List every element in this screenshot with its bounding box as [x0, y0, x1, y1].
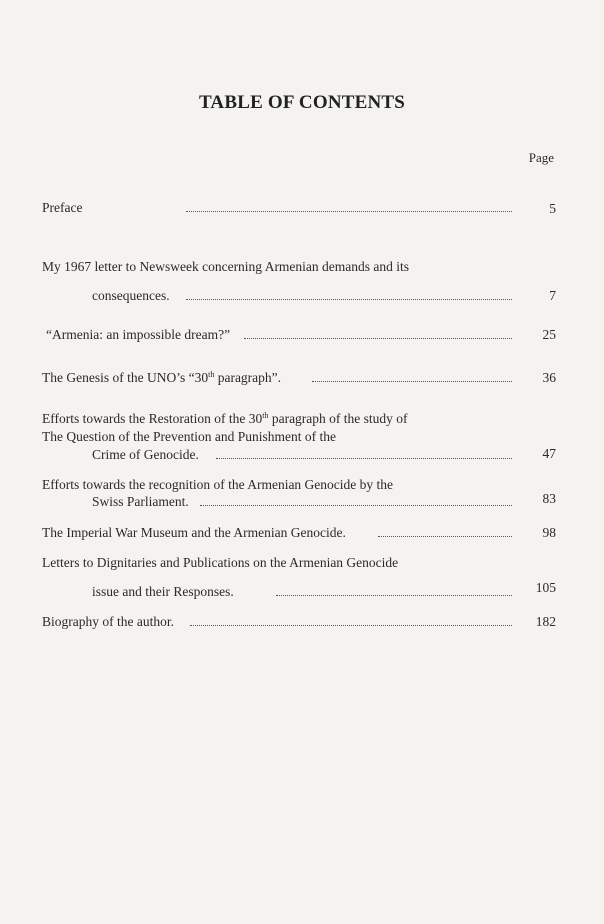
superscript: th — [262, 411, 269, 420]
leader-dots — [190, 615, 512, 626]
page-title: TABLE OF CONTENTS — [198, 92, 406, 113]
toc-entry-restoration-line3: Crime of Genocide. — [92, 447, 199, 462]
leader-dots — [200, 495, 512, 506]
toc-entry-newsweek-line1: My 1967 letter to Newsweek concerning Armenian demands and its — [42, 259, 410, 274]
leader-dots — [216, 448, 512, 459]
leader-dots — [312, 371, 512, 382]
toc-entry-imperial-war-museum: The Imperial War Museum and the Armenian Genocide. — [42, 525, 346, 540]
leader-dots — [378, 526, 512, 537]
page-number: 36 — [542, 370, 556, 385]
leader-dots — [244, 328, 512, 339]
toc-entry-biography: Biography of the author. — [42, 614, 174, 629]
toc-entry-armenia-dream: “Armenia: an impossible dream?” — [46, 327, 231, 342]
toc-entry-swiss-line2: Swiss Parliament. — [92, 494, 189, 509]
toc-entry-swiss-line1: Efforts towards the recognition of the Armenian Genocide by the — [42, 477, 394, 492]
page-number: 105 — [535, 580, 556, 595]
toc-entry-preface: Preface — [42, 200, 83, 215]
page-number: 47 — [542, 446, 556, 461]
superscript: th — [208, 370, 215, 379]
entry-text: paragraph”. — [214, 370, 282, 385]
page-number: 5 — [549, 201, 556, 216]
page-column-header: Page — [528, 150, 554, 165]
page-number: 182 — [535, 614, 556, 629]
toc-entry-letters-line2: issue and their Responses. — [92, 584, 234, 599]
page-number: 83 — [542, 491, 556, 506]
leader-dots — [276, 585, 512, 596]
leader-dots — [186, 201, 512, 212]
page-number: 98 — [542, 525, 556, 540]
entry-text: Efforts towards the Restoration of the 30 — [42, 411, 263, 426]
toc-entry-restoration-line1 — [42, 411, 408, 427]
entry-text: The Genesis of the UNO’s “30 — [42, 370, 209, 385]
toc-entry-restoration-line2: The Question of the Prevention and Punishment of the — [42, 429, 336, 444]
leader-dots — [186, 289, 512, 300]
page-number: 25 — [542, 327, 556, 342]
toc-entry-newsweek-line2: consequences. — [92, 288, 170, 303]
page-number: 7 — [549, 288, 556, 303]
entry-text: paragraph of the study of — [268, 411, 408, 426]
toc-entry-genesis — [42, 370, 281, 386]
toc-entry-letters-line1: Letters to Dignitaries and Publications on the Armenian Genocide — [42, 555, 399, 570]
